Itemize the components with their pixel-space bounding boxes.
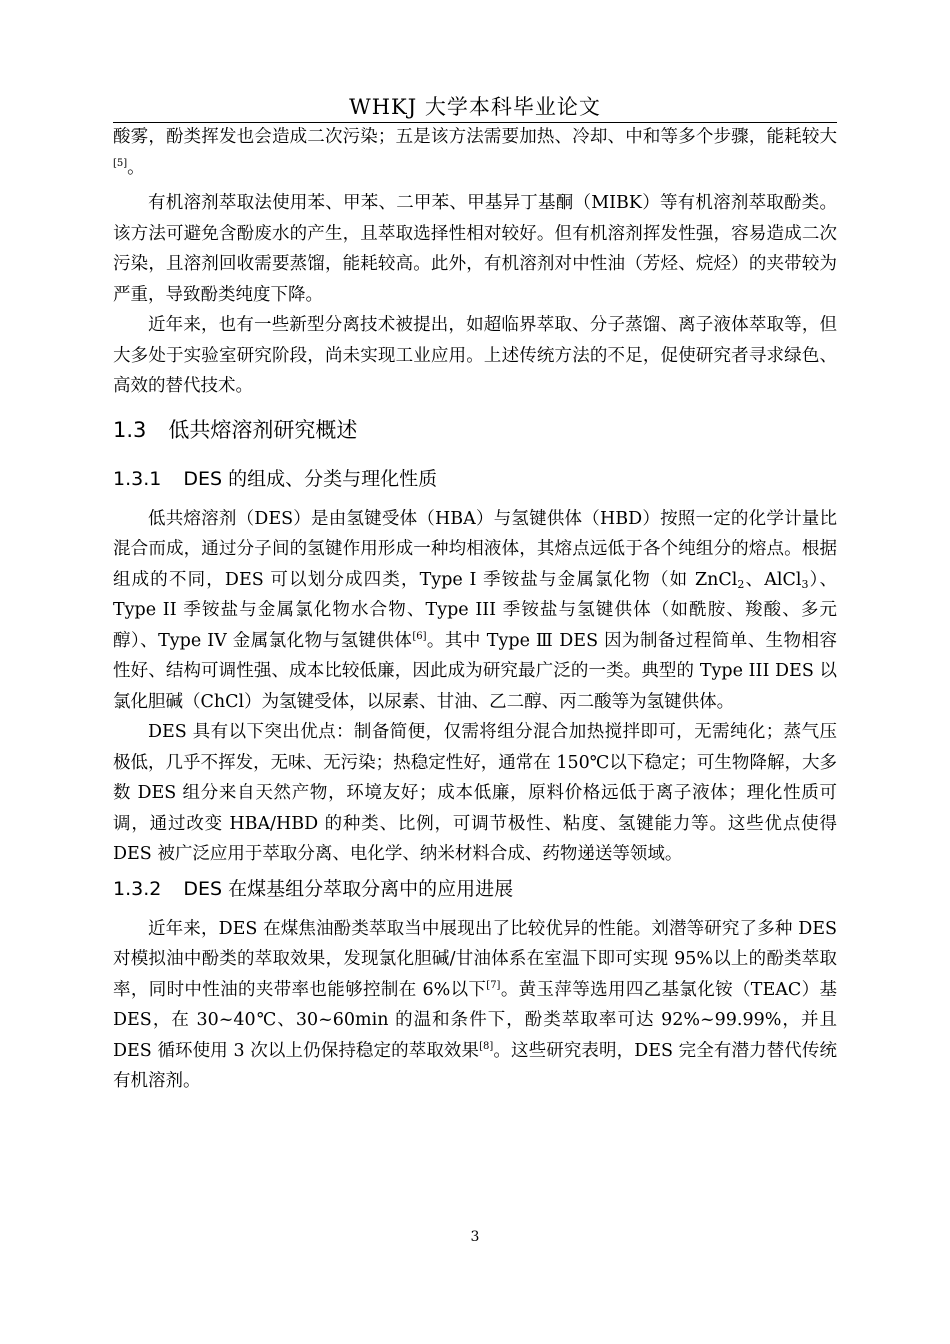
- subscript: 3: [801, 577, 809, 591]
- subsection-number: 1.3.1: [113, 467, 162, 490]
- paragraph-text: 、AlCl: [744, 569, 802, 590]
- citation-ref: [7]: [486, 979, 501, 991]
- citation-ref: [6]: [412, 630, 427, 642]
- subsection-title: DES 在煤基组分萃取分离中的应用进展: [183, 877, 514, 900]
- paragraph-text: ）、Type II 季铵盐与金属氯化物水合物、Type III 季铵盐与氢键供体（如酰胺、羧酸、多元醇）、Type IV 金属氯化物与氢键供体: [113, 569, 837, 651]
- paragraph-text: 近年来，DES 在煤焦油酚类萃取当中展现出了比较优异的性能。刘潜等研究了多种 DES 对模拟油中酚类的萃取效果，发现氯化胆碱/甘油体系在室温下即可实现 95%以上的酚类萃取率，同时中性油的夹带率也能够控制在 6%以下: [113, 918, 837, 1000]
- running-header: [113, 92, 837, 122]
- citation-ref: [5]: [113, 157, 128, 169]
- page-number: 3: [470, 1229, 480, 1245]
- subsection-heading-1-3-1: [113, 460, 837, 498]
- paragraph-text: 。这些研究表明，DES 完全有潜力替代传统有机溶剂。: [113, 1040, 837, 1091]
- paragraph-des-applications: [113, 914, 837, 1097]
- section-title: 低共熔溶剂研究概述: [168, 417, 358, 442]
- paragraph-text: 。黄玉萍等选用四乙基氯化铵（TEAC）基 DES，在 30~40℃、30~60min 的温和条件下，酚类萃取率可达 92%~99.99%，并且 DES 循环使用 3 次以上仍保持稳定的萃取效果: [113, 979, 837, 1061]
- subscript: 2: [737, 577, 745, 591]
- paragraph-continued: [113, 122, 837, 183]
- section-number: 1.3: [113, 417, 147, 442]
- paragraph-text: 。其中 Type Ⅲ DES 因为制备过程简单、生物相容性好、结构可调性强、成本比较低廉，因此成为研究最广泛的一类。典型的 Type III DES 以氯化胆碱（ChCl）为氢键受体，以尿素、甘油、乙二醇、丙二酸等为氢键供体。: [113, 630, 837, 712]
- paragraph-des-advantages: DES 具有以下突出优点：制备简便，仅需将组分混合加热搅拌即可，无需纯化；蒸气压极低，几乎不挥发，无味、无污染；热稳定性好，通常在 150℃以下稳定；可生物降解，大多数 DES 组分来自天然产物，环境友好；成本低廉，原料价格远低于离子液体；理化性质可调，通过改变 HBA/HBD 的种类、比例，可调节极性、粘度、氢键能力等。这些优点使得 DES 被广泛应用于萃取分离、电化学、纳米材料合成、药物递送等领域。: [113, 722, 837, 864]
- paragraph-text: 酸雾，酚类挥发也会造成二次污染；五是该方法需要加热、冷却、中和等多个步骤，能耗较大: [113, 127, 837, 147]
- paragraph-text: 低共熔溶剂（DES）是由氢键受体（HBA）与氢键供体（HBD）按照一定的化学计量比混合而成，通过分子间的氢键作用形成一种均相液体，其熔点远低于各个纯组分的熔点。根据组成的不同，DES 可以划分成四类，Type I 季铵盐与金属氯化物（如 ZnCl: [113, 508, 837, 590]
- header-title: 大学本科毕业论文: [424, 95, 601, 119]
- subsection-title: DES 的组成、分类与理化性质: [183, 467, 438, 490]
- citation-ref: [8]: [479, 1040, 494, 1052]
- paragraph-end: 。: [127, 157, 145, 178]
- header-school: WHKJ: [349, 95, 418, 119]
- paragraph-des-definition: [113, 504, 837, 718]
- paragraph-new-techniques: 近年来，也有一些新型分离技术被提出，如超临界萃取、分子蒸馏、离子液体萃取等，但大多处于实验室研究阶段，尚未实现工业应用。上述传统方法的不足，促使研究者寻求绿色、高效的替代技术。: [113, 315, 837, 396]
- subsection-heading-1-3-2: [113, 870, 837, 908]
- paragraph-solvent-extraction: 有机溶剂萃取法使用苯、甲苯、二甲苯、甲基异丁基酮（MIBK）等有机溶剂萃取酚类。该方法可避免含酚废水的产生，且萃取选择性相对较好。但有机溶剂挥发性强，容易造成二次污染，且溶剂回收需要蒸馏，能耗较高。此外，有机溶剂对中性油（芳烃、烷烃）的夹带较为严重，导致酚类纯度下降。: [113, 193, 837, 305]
- section-heading-1-3: [113, 410, 837, 450]
- body-content: [113, 122, 837, 1097]
- subsection-number: 1.3.2: [113, 877, 162, 900]
